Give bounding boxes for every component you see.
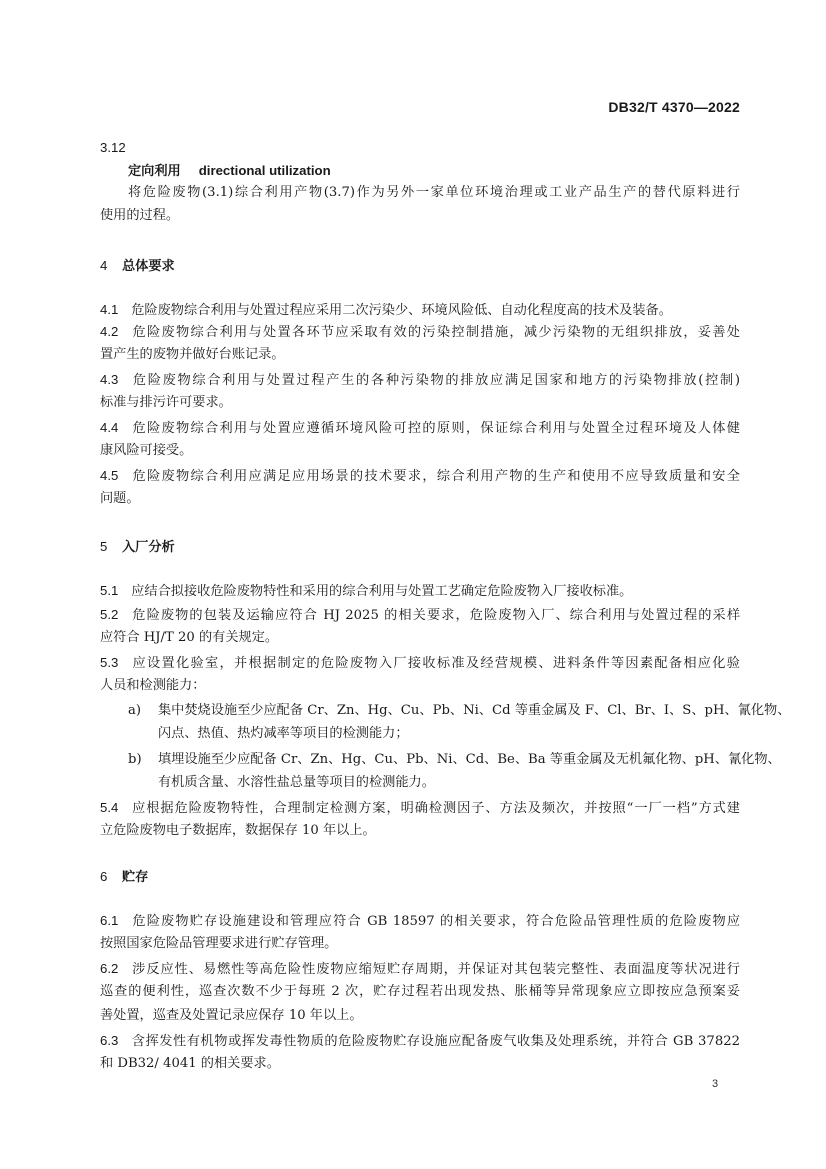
clause-line: 4.4 危险废物综合利用与处置应遵循环境风险可控的原则，保证综合利用与处置全过程环境及人体健 — [100, 420, 740, 436]
section-title: 贮存 — [122, 869, 149, 884]
clause-line: 5.2 危险废物的包装及运输应符合 HJ 2025 的相关要求，危险废物入厂、综合利用与处置过程的采样 — [100, 607, 741, 623]
clause-line: 4.2 危险废物综合利用与处置各环节应采取有效的污染控制措施，减少污染物的无组织排放，妥善处 — [100, 324, 740, 340]
section-number: 6 — [100, 869, 108, 884]
clause-line-cont: 应符合 HJ/T 20 的有关规定。 — [100, 630, 279, 645]
clause-line: 6.1 危险废物贮存设施建设和管理应符合 GB 18597 的相关要求，符合危险品管理性质的危险废物应 — [100, 913, 741, 929]
clause-line-cont: 标准与排污许可要求。 — [100, 395, 232, 410]
list-item: b) 填埋设施至少应配备 Cr、Zn、Hg、Cu、Pb、Ni、Cd、Be、Ba 等重金属及无机氟化物、pH、氰化物、 — [128, 752, 781, 767]
term-title — [128, 160, 331, 182]
clause-line: 6.3 含挥发性有机物或挥发毒性物质的危险废物贮存设施应配备废气收集及处理系统，并符合 GB 37822 — [100, 1033, 740, 1049]
page-number: 3 — [712, 1078, 719, 1090]
clause-line-cont: 善处置，巡查及处置记录应保存 10 年以上。 — [100, 1008, 363, 1023]
clause-line-cont: 人员和检测能力： — [100, 678, 206, 693]
document-code: DB32/T 4370—2022 — [608, 99, 740, 115]
clause-line-cont: 问题。 — [100, 491, 140, 506]
list-item-cont: 闪点、热值、热灼减率等项目的检测能力； — [158, 726, 409, 741]
clause-line-cont: 康风险可接受。 — [100, 443, 193, 458]
clause-line-cont: 立危险废物电子数据库，数据保存 10 年以上。 — [100, 823, 376, 838]
clause-line: 5.4 应根据危险废物特性，合理制定检测方案，明确检测因子、方法及频次，并按照“一厂一档”方式建 — [100, 800, 740, 816]
clause-line: 4.3 危险废物综合利用与处置过程产生的各种污染物的排放应满足国家和地方的污染物排放(控制) — [100, 372, 740, 388]
term-definition-line: 将危险废物(3.1)综合利用产物(3.7)作为另外一家单位环境治理或工业产品生产的替代原料进行 — [128, 185, 740, 200]
term-title-zh: 定向利用 — [128, 163, 181, 178]
section-heading — [100, 866, 148, 888]
section-number: 4 — [100, 258, 108, 273]
clause-line: 5.1 应结合拟接收危险废物特性和采用的综合利用与处置工艺确定危险废物入厂接收标准。 — [100, 583, 633, 599]
section-title: 总体要求 — [122, 258, 175, 273]
clause-line-cont: 置产生的废物并做好台账记录。 — [100, 347, 285, 362]
clause-number: 3.12 — [100, 140, 126, 155]
clause-line: 4.5 危险废物综合利用应满足应用场景的技术要求，综合利用产物的生产和使用不应导致质量和安全 — [100, 468, 740, 484]
clause-line-cont: 和 DB32/ 4041 的相关要求。 — [100, 1056, 280, 1071]
list-item: a) 集中焚烧设施至少应配备 Cr、Zn、Hg、Cu、Pb、Ni、Cd 等重金属及 F、Cl、Br、I、S、pH、氰化物、 — [128, 703, 791, 718]
clause-line: 4.1 危险废物综合利用与处置过程应采用二次污染少、环境风险低、自动化程度高的技术及装备。 — [100, 302, 672, 318]
clause-line: 5.3 应设置化验室，并根据制定的危险废物入厂接收标准及经营规模、进料条件等因素配备相应化验 — [100, 655, 740, 671]
section-heading — [100, 536, 175, 558]
clause-line-cont: 按照国家危险品管理要求进行贮存管理。 — [100, 936, 338, 951]
clause-line: 6.2 涉反应性、易燃性等高危险性废物应缩短贮存周期，并保证对其包装完整性、表面温度等状况进行 — [100, 961, 740, 977]
term-definition-line: 使用的过程。 — [100, 208, 180, 223]
section-heading — [100, 255, 175, 277]
list-item-cont: 有机质含量、水溶性盐总量等项目的检测能力。 — [158, 775, 435, 790]
clause-line-cont: 巡查的便利性，巡查次数不少于每班 2 次，贮存过程若出现发热、胀桶等异常现象应立即按应急预案妥 — [100, 984, 740, 999]
section-title: 入厂分析 — [122, 539, 175, 554]
term-title-en: directional utilization — [198, 163, 331, 178]
section-number: 5 — [100, 539, 108, 554]
